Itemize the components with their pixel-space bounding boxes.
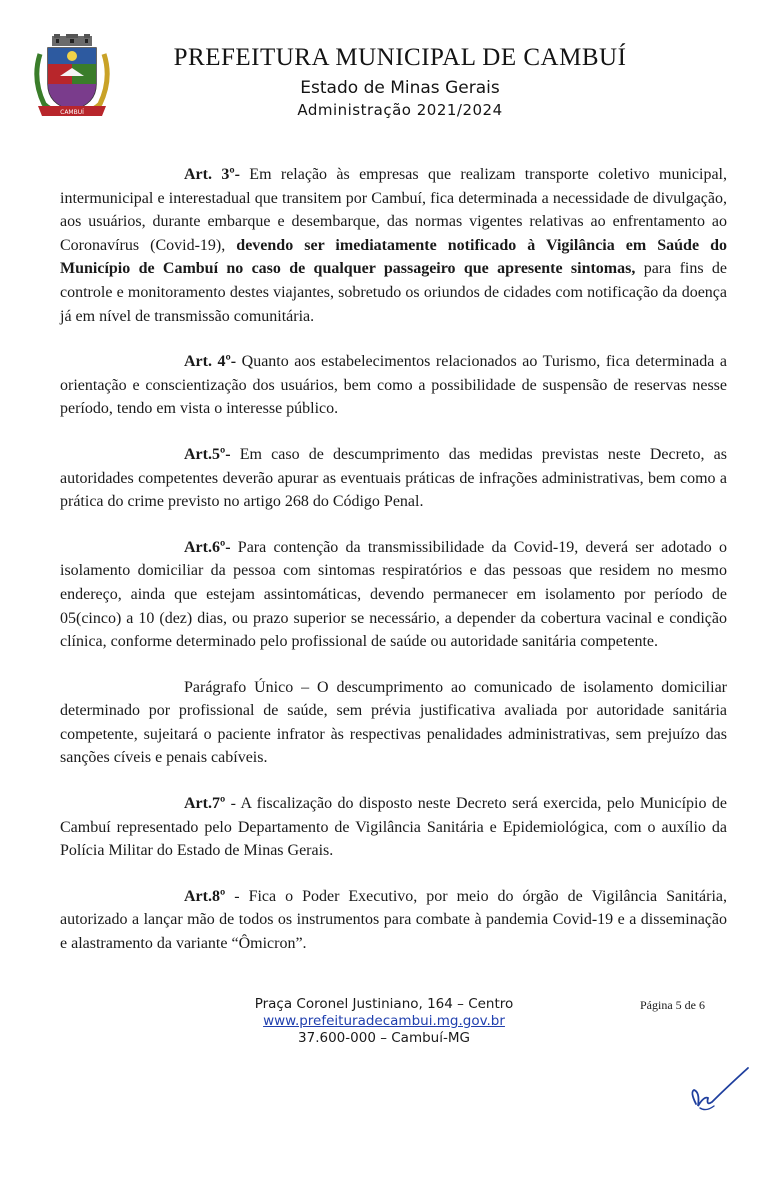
article-3-bold-text: devendo ser imediatamente notificado à Vigilância em Saúde do Município de Cambuí no caso de qualquer passageiro que apresente sintomas, [60, 236, 728, 278]
article-4-label: Art. 4º- [184, 353, 237, 371]
signature-icon [676, 1062, 756, 1122]
article-4: Art. 4º- Quanto aos estabelecimentos relacionados ao Turismo, fica determinada a orientação e conscientização dos usuários, bem como a possibilidade de suspensão de reservas nesse período, tendo em vista o interesse público. [60, 353, 728, 418]
article-5: Art.5º- Em caso de descumprimento das medidas previstas neste Decreto, as autoridades competentes deverão apurar as eventuais práticas de infrações administrativas, bem como a prática do crime previsto no artigo 268 do Código Penal. [60, 445, 727, 511]
footer-postal: 37.600-000 – Cambuí-MG [298, 1030, 470, 1046]
article-8: Art.8º - Fica o Poder Executivo, por meio do órgão de Vigilância Sanitária, autorizado a lançar mão de todos os instrumentos para combate à pandemia Covid-19 e a disseminação e alastramento da variante “Ômicron”. [60, 887, 727, 953]
article-6-label: Art.6º- [184, 538, 231, 556]
footer-address-block [200, 996, 568, 1047]
article-7-label: Art.7º [184, 795, 226, 813]
article-5-label: Art.5º- [184, 445, 231, 463]
municipality-title: PREFEITURA MUNICIPAL DE CAMBUÍ [173, 44, 627, 71]
footer-website-link[interactable]: www.prefeituradecambui.mg.gov.br [263, 1013, 505, 1029]
footer-address: Praça Coronel Justiniano, 164 – Centro [254, 996, 514, 1012]
article-8-label: Art.8º [184, 887, 226, 905]
letterhead [0, 0, 768, 130]
article-3: Art. 3º- Em relação às empresas que realizam transporte coletivo municipal, intermunicipal e interestadual que transitem por Cambuí, fica determinada a necessidade de divulgação, aos usuários, durante embarque e desembarque, das normas vigentes relativas ao enfrentamento ao Coronavírus (Covid-19), devendo ser imediatamente notificado à Vigilância em Saúde do Município de Cambuí no caso de qualquer passageiro que apresente sintomas, para fins de controle e monitoramento destes viajantes, sobretudo os oriundos de cidades com notificação da doença já em nível de transmissão comunitária. [60, 166, 728, 325]
article-6: Art.6º- Para contenção da transmissibilidade da Covid-19, deverá ser adotado o isolamento domiciliar da pessoa com sintomas respiratórios e das pessoas que residem no mesmo endereço, ainda que estejam assintomáticas, devendo permanecer em isolamento por período de 05(cinco) a 10 (dez) dias, ou prazo superior se necessário, a depender da cobertura vacinal e condição clínica, conforme determinado pelo profissional de saúde ou autoridade sanitária competente. [60, 538, 727, 651]
state-subtitle: Estado de Minas Gerais [300, 78, 500, 98]
decree-body [60, 163, 727, 978]
administration-period: Administração 2021/2024 [297, 101, 503, 119]
coat-of-arms-icon [30, 34, 114, 120]
svg-text:CAMBUÍ: CAMBUÍ [60, 109, 84, 116]
page-number: Página 5 de 6 [640, 998, 705, 1012]
paragrafo-unico: Parágrafo Único – O descumprimento ao comunicado de isolamento domiciliar determinado por profissional de saúde, sem prévia justificativa avaliada por autoridade sanitária competente, sujeitará o paciente infrator às respectivas penalidades administrativas, sem prejuízo das sanções cíveis e penais cabíveis. [60, 678, 727, 767]
article-3-label: Art. 3º- [184, 166, 240, 183]
article-7: Art.7º - A fiscalização do disposto neste Decreto será exercida, pelo Município de Cambuí representado pelo Departamento de Vigilância Sanitária e Epidemiológica, com o auxílio da Polícia Militar do Estado de Minas Gerais. [60, 795, 727, 860]
